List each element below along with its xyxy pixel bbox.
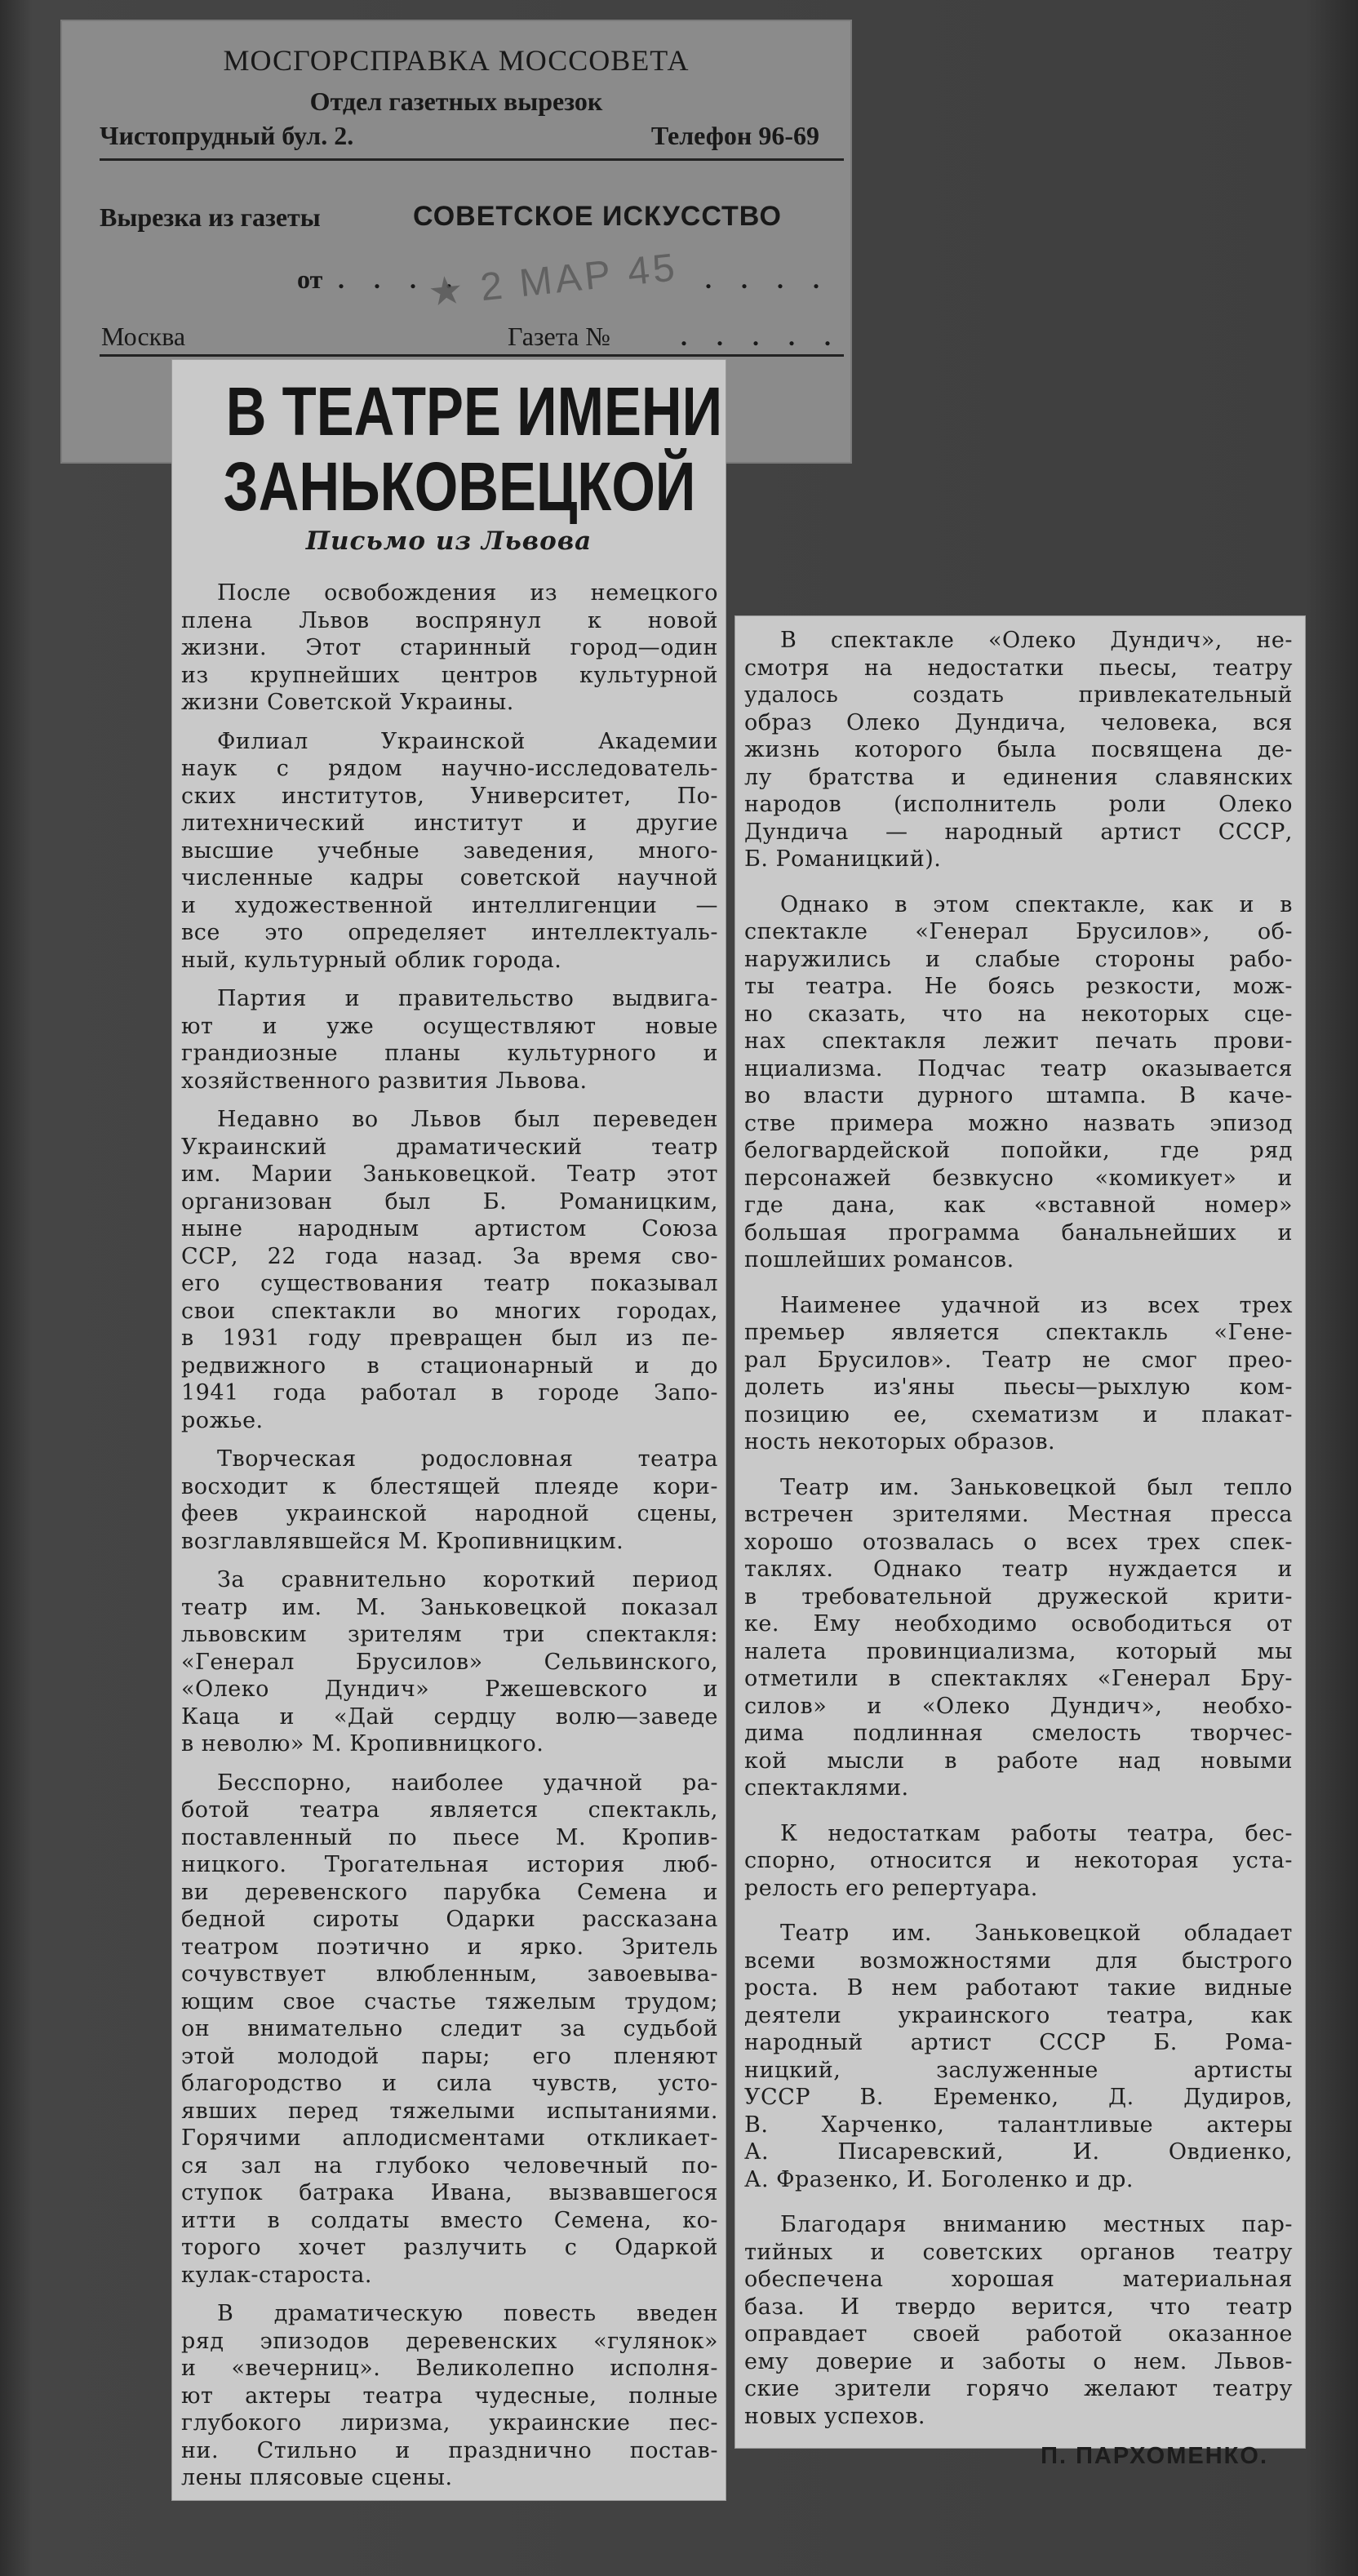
text-line: в неволю» М. Кропивницкого. bbox=[181, 1731, 544, 1757]
text-line: После освобождения из немецкого bbox=[217, 580, 718, 606]
text-line: ССР, 22 года назад. За время сво- bbox=[181, 1243, 718, 1269]
text-line: база. И твердо верится, что театр bbox=[744, 2294, 1293, 2320]
article-subtitle: Письмо из Львова bbox=[305, 526, 592, 556]
text-line: редвижного в стационарный и до bbox=[181, 1352, 718, 1379]
text-line: смотря на недостатки пьесы, театру bbox=[744, 655, 1293, 681]
issue-label: Газета № bbox=[508, 322, 610, 351]
text-line: большая программа банальнейших и bbox=[744, 1219, 1293, 1246]
text-line: Филиал Украинской Академии bbox=[217, 728, 718, 754]
text-line: образ Олеко Дундича, человека, вся bbox=[744, 709, 1293, 735]
text-line: он внимательно следит за судьбой bbox=[181, 2016, 718, 2041]
text-line: За сравнительно короткий период bbox=[217, 1567, 718, 1592]
paragraph bbox=[181, 1106, 718, 1434]
text-line: его существования театр показывал bbox=[181, 1271, 718, 1296]
text-line: явших перед тяжелыми испытаниями. bbox=[181, 2098, 718, 2124]
text-line: торого хочет разлучить с Одаркой bbox=[181, 2235, 718, 2260]
text-line: плена Львов воспрянул к новой bbox=[181, 607, 718, 633]
author-signature: П. ПАРХОМЕНКО. bbox=[1041, 2443, 1268, 2469]
article-title-line1: В ТЕАТРЕ ИМЕНИ bbox=[225, 373, 723, 450]
text-line: 1941 года работал в городе Запо- bbox=[181, 1380, 718, 1406]
text-line: народов (исполнитель роли Олеко bbox=[744, 792, 1293, 817]
text-line: ныне народным артистом Союза bbox=[181, 1216, 718, 1241]
newspaper-name: СОВЕТСКОЕ ИСКУССТВО bbox=[413, 201, 782, 232]
text-line: оправдает своей работой оказанное bbox=[744, 2321, 1293, 2347]
text-line: и художественной интеллигенции — bbox=[181, 892, 718, 918]
text-line: этой молодой пары; его пленяют bbox=[181, 2043, 718, 2069]
paragraph bbox=[744, 2211, 1293, 2430]
text-line: Наименее удачной из всех трех bbox=[780, 1292, 1293, 1318]
paragraph bbox=[181, 985, 718, 1095]
date-dots: . . . . bbox=[705, 264, 831, 294]
paragraph bbox=[744, 891, 1293, 1274]
text-line: Украинский драматический театр bbox=[181, 1134, 718, 1160]
text-line: ви деревенского парубка Семена и bbox=[181, 1879, 718, 1905]
text-line: ступок батрака Ивана, вызвавшегося bbox=[181, 2180, 718, 2205]
text-line: народный артист СССР Б. Рома- bbox=[744, 2030, 1293, 2055]
text-line: Недавно во Львов был переведен bbox=[217, 1107, 718, 1132]
text-line: организован был Б. Романицким, bbox=[181, 1188, 718, 1215]
text-line: встречен зрителями. Местная пресса bbox=[744, 1502, 1293, 1527]
text-line: итти в солдаты вместо Семена, ко- bbox=[181, 2207, 718, 2233]
paragraph bbox=[744, 1920, 1293, 2193]
text-line: грандиозные планы культурного и bbox=[181, 1041, 718, 1066]
address: Чистопрудный бул. 2. bbox=[100, 121, 354, 150]
text-line: им. Марии Заньковецкой. Театр этот bbox=[181, 1161, 718, 1187]
text-line: «Олеко Дундич» Ржешевского и bbox=[181, 1677, 718, 1702]
text-line: театром поэтично и ярко. Зритель bbox=[181, 1934, 718, 1960]
text-line: налета провинциализма, который мы bbox=[744, 1638, 1293, 1664]
text-line: удалось создать привлекательный bbox=[744, 682, 1293, 708]
text-line: ют и уже осуществляют новые bbox=[181, 1013, 718, 1039]
text-line: в 1931 году превращен был из пе- bbox=[181, 1326, 718, 1351]
text-line: восходит к блестящей плеяде кори- bbox=[181, 1473, 718, 1499]
text-line: ские зрители горячо желают театру bbox=[744, 2376, 1293, 2401]
paragraph bbox=[744, 627, 1293, 873]
text-line: ющим свое счастье тяжелым трудом; bbox=[181, 1988, 718, 2014]
text-line: Б. Романицкий). bbox=[744, 846, 942, 872]
article-column-right bbox=[744, 627, 1293, 2470]
text-line: отметили в спектаклях «Генерал Бру- bbox=[744, 1666, 1293, 1691]
text-line: нах спектакля лежит печать прови- bbox=[744, 1028, 1293, 1054]
text-line: долеть из'яны пьесы—рыхлую ком- bbox=[744, 1375, 1293, 1400]
text-line: в требовательной дружеской крити- bbox=[744, 1583, 1293, 1610]
paragraph bbox=[181, 1770, 718, 2290]
text-line: А. Фразенко, И. Боголенко и др. bbox=[744, 2166, 1134, 2192]
text-line: наружились и слабые стороны рабо- bbox=[744, 946, 1293, 972]
text-line: численные кадры советской научной bbox=[181, 865, 718, 890]
phone: Телефон 96-69 bbox=[650, 121, 819, 150]
text-line: релость его репертуара. bbox=[744, 1875, 1038, 1901]
department-name: Отдел газетных вырезок bbox=[309, 87, 603, 116]
text-line: ни. Стильно и празднично постав- bbox=[181, 2437, 718, 2463]
text-line: стве примера можно назвать эпизод bbox=[744, 1110, 1293, 1136]
text-line: деятели украинского театра, как bbox=[744, 2002, 1293, 2028]
text-line: лены плясовые сцены. bbox=[181, 2465, 453, 2490]
text-line: наук с рядом научно-исследователь- bbox=[181, 756, 718, 781]
text-line: ют актеры театра чудесные, полные bbox=[181, 2383, 718, 2409]
text-line: ботой театра является спектакль, bbox=[181, 1797, 718, 1823]
text-line: Театр им. Заньковецкой был тепло bbox=[780, 1474, 1293, 1500]
text-line: премьер является спектакль «Гене- bbox=[744, 1320, 1293, 1345]
text-line: хозяйственного развития Львова. bbox=[181, 1068, 588, 1094]
text-line: во власти дурного штампа. В каче- bbox=[744, 1083, 1293, 1108]
text-line: всеми возможностями для быстрого bbox=[744, 1948, 1293, 1974]
text-line: Бесспорно, наиболее удачной ра- bbox=[217, 1770, 718, 1796]
text-line: ему доверие и заботы о нем. Львов- bbox=[744, 2348, 1293, 2374]
paragraph bbox=[181, 1446, 718, 1555]
text-line: рожье. bbox=[181, 1407, 264, 1433]
text-line: ницкого. Трогательная история люб- bbox=[181, 1852, 718, 1877]
text-line: кой мысли в работе над новыми bbox=[744, 1748, 1293, 1774]
text-line: дима подлинная смелость творчес- bbox=[744, 1721, 1293, 1746]
paragraph bbox=[744, 1292, 1293, 1456]
text-line: спектакле «Генерал Брусилов», об- bbox=[744, 919, 1293, 944]
text-line: театр им. М. Заньковецкой показал bbox=[181, 1594, 718, 1620]
issue-dots: . . . . . bbox=[681, 322, 842, 351]
text-line: ряд эпизодов деревенских «гулянок» bbox=[181, 2328, 718, 2354]
clipping-from-label: Вырезка из газеты bbox=[100, 202, 321, 232]
text-line: жизни. Этот старинный город—один bbox=[181, 635, 718, 660]
text-line: нциализма. Подчас театр оказывается bbox=[744, 1055, 1293, 1081]
article-clipping-right bbox=[734, 615, 1306, 2469]
text-line: Партия и правительство выдвига- bbox=[217, 986, 718, 1011]
text-line: Каца и «Дай сердцу волю—заведе bbox=[181, 1703, 718, 1730]
text-line: сочувствует влюбленным, завоевыва- bbox=[181, 1961, 718, 1987]
text-line: спорно, относится и некоторая уста- bbox=[744, 1848, 1293, 1873]
text-line: обеспечена хорошая материальная bbox=[744, 2267, 1293, 2292]
text-line: жизнь которого была посвящена де- bbox=[744, 737, 1293, 762]
text-line: свои спектакли во многих городах, bbox=[181, 1298, 718, 1324]
text-line: В. Харченко, талантливые актеры bbox=[744, 2112, 1293, 2138]
text-line: кулак-староста. bbox=[181, 2262, 372, 2288]
text-line: роста. В нем работают такие видные bbox=[744, 1975, 1293, 2001]
text-line: Творческая родословная театра bbox=[217, 1446, 718, 1472]
text-line: Горячими аплодисментами откликает- bbox=[181, 2125, 718, 2151]
text-line: феев украинской народной сцены, bbox=[181, 1501, 718, 1526]
text-line: все это определяет интеллектуаль- bbox=[181, 920, 718, 945]
article-clipping-left bbox=[171, 359, 726, 2501]
text-line: персонажей безвкусно «комикует» и bbox=[744, 1165, 1293, 1191]
text-line: но сказать, что на некоторых сце- bbox=[744, 1001, 1293, 1027]
divider bbox=[100, 158, 844, 161]
agency-name: МОСГОРСПРАВКА МОССОВЕТА bbox=[223, 44, 690, 77]
text-line: К недостаткам работы театра, бес- bbox=[780, 1820, 1293, 1846]
text-line: рал Брусилов». Театр не смог прео- bbox=[744, 1347, 1293, 1373]
text-line: ный, культурный облик города. bbox=[181, 947, 562, 973]
text-line: глубокого лиризма, украинские пес- bbox=[181, 2410, 718, 2436]
text-line: Дундича — народный артист СССР, bbox=[744, 819, 1293, 845]
text-line: благородство и сила чувств, усто- bbox=[181, 2071, 718, 2096]
text-line: В драматическую повесть введен bbox=[217, 2301, 718, 2326]
text-line: ницкий, заслуженные артисты bbox=[744, 2057, 1293, 2083]
text-line: возглавлявшейся М. Кропивницким. bbox=[181, 1528, 624, 1554]
text-line: белогвардейской попойки, где ряд bbox=[744, 1138, 1293, 1163]
text-line: жизни Советской Украины. bbox=[181, 690, 514, 715]
text-line: Благодаря вниманию местных пар- bbox=[780, 2212, 1293, 2237]
text-line: новых успехов. bbox=[744, 2403, 925, 2429]
text-line: бедной сироты Одарки рассказана bbox=[181, 1907, 718, 1932]
text-line: спектаклями. bbox=[744, 1775, 909, 1801]
text-line: ся зал на глубоко человечный по- bbox=[181, 2152, 718, 2178]
date-label: от bbox=[297, 264, 323, 294]
article-title-line2: ЗАНЬКОВЕЦКОЙ bbox=[223, 448, 696, 525]
text-line: А. Писаревский, И. Овдиенко, bbox=[744, 2139, 1293, 2165]
text-line: поставленный по пьесе М. Кропив- bbox=[181, 1824, 718, 1850]
text-line: Театр им. Заньковецкой обладает bbox=[780, 1921, 1293, 1946]
paragraph bbox=[181, 1566, 718, 1758]
text-line: тийных и советских органов театру bbox=[744, 2239, 1293, 2265]
text-line: ты театра. Не боясь резкости, мож- bbox=[744, 974, 1293, 999]
text-line: позицию ее, схематизм и плакат- bbox=[744, 1401, 1293, 1428]
date-dots: . . . . bbox=[338, 264, 464, 294]
text-line: ке. Ему необходимо освободиться от bbox=[744, 1611, 1293, 1637]
text-line: В спектакле «Олеко Дундич», не- bbox=[780, 628, 1293, 653]
text-line: и «вечерниц». Великолепно исполня- bbox=[181, 2356, 718, 2381]
paragraph bbox=[181, 728, 718, 975]
text-line: из крупнейших центров культурной bbox=[181, 662, 718, 688]
date-stamp: ★ 2 МАР 45 bbox=[426, 246, 681, 315]
text-line: ских институтов, Университет, По- bbox=[181, 783, 718, 809]
article-column-left bbox=[181, 580, 718, 2503]
text-line: львовским зрителям три спектакля: bbox=[181, 1622, 718, 1647]
divider bbox=[100, 354, 844, 357]
text-line: лу братства и единения славянских bbox=[744, 764, 1293, 790]
paragraph bbox=[181, 580, 718, 717]
text-line: УССР В. Еременко, Д. Дудиров, bbox=[744, 2085, 1293, 2110]
paragraph bbox=[744, 1820, 1293, 1903]
text-line: таклях. Однако театр нуждается и bbox=[744, 1557, 1293, 1582]
text-line: Однако в этом спектакле, как и в bbox=[780, 891, 1293, 917]
text-line: хорошо отозвалась о всех трех спек- bbox=[744, 1529, 1293, 1555]
text-line: пошлейших романсов. bbox=[744, 1247, 1014, 1272]
text-line: литехнический институт и другие bbox=[181, 811, 718, 836]
city: Москва bbox=[101, 322, 186, 351]
paragraph bbox=[744, 1474, 1293, 1802]
text-line: «Генерал Брусилов» Сельвинского, bbox=[181, 1649, 718, 1675]
paragraph bbox=[181, 2300, 718, 2492]
text-line: силов» и «Олеко Дундич», необхо- bbox=[744, 1693, 1293, 1719]
text-line: высшие учебные заведения, много- bbox=[181, 837, 718, 864]
text-line: ность некоторых образов. bbox=[744, 1429, 1056, 1455]
text-line: где дана, как «вставной номер» bbox=[744, 1193, 1293, 1218]
